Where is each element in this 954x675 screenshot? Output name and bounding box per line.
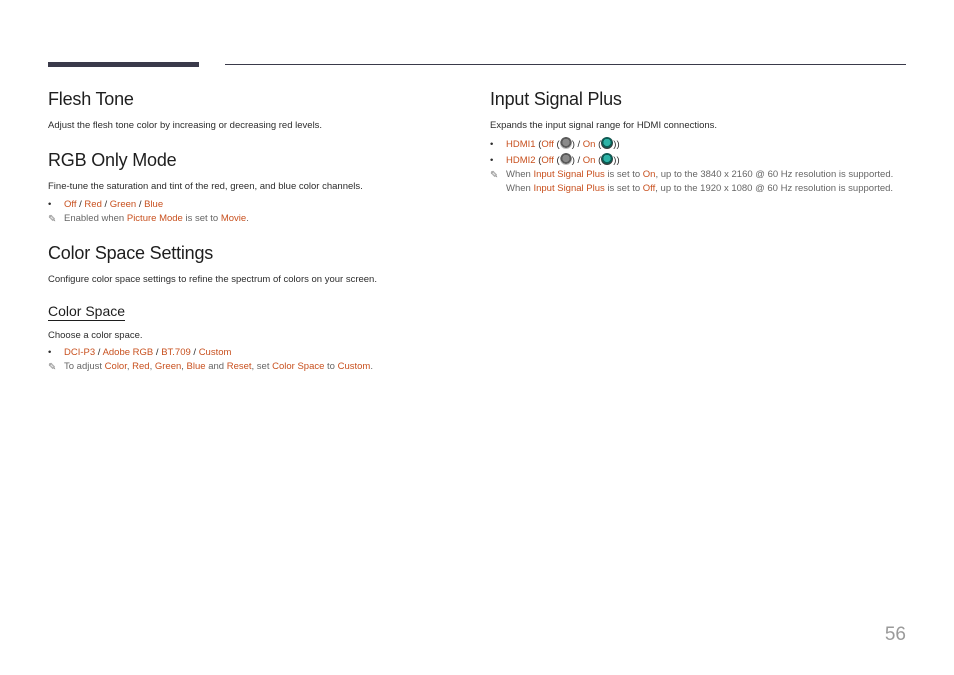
note-text: is set to bbox=[604, 169, 643, 180]
note-color-space bbox=[48, 360, 458, 374]
section-input-signal-plus bbox=[490, 88, 920, 196]
note-text: , up to the 3840 x 2160 @ 60 Hz resolution is supported. bbox=[655, 169, 894, 180]
note-text: , up to the 1920 x 1080 @ 60 Hz resolution is supported. bbox=[655, 183, 894, 194]
note-text: is set to bbox=[182, 213, 221, 224]
note-color: Color bbox=[104, 361, 127, 372]
option-dci-p3: DCI-P3 bbox=[64, 347, 96, 358]
hdmi2-item: • HDMI2 (Off ( ) / On ( )) bbox=[490, 153, 920, 168]
rgb-options-item bbox=[48, 197, 458, 212]
color-space-options-item bbox=[48, 345, 458, 360]
option-red: Red bbox=[84, 199, 102, 210]
right-column bbox=[490, 88, 920, 196]
note-blue: Blue bbox=[186, 361, 206, 372]
hdmi1-item: • HDMI1 (Off ( ) / On ( )) bbox=[490, 137, 920, 152]
hdmi-options-list bbox=[490, 137, 920, 168]
heading-flesh-tone: Flesh Tone bbox=[48, 89, 134, 109]
note-text: to bbox=[324, 361, 338, 372]
option-off: Off bbox=[64, 199, 77, 210]
note-picture-mode: Picture Mode bbox=[126, 213, 183, 224]
left-column bbox=[48, 88, 458, 374]
rgb-options-list bbox=[48, 197, 458, 212]
note-text: is set to bbox=[604, 183, 643, 194]
toggle-off-icon bbox=[560, 153, 572, 165]
separator: / bbox=[95, 347, 103, 358]
hdmi2-on: On bbox=[582, 155, 596, 166]
option-blue: Blue bbox=[144, 199, 164, 210]
note-input-signal-plus-term: Input Signal Plus bbox=[533, 169, 605, 180]
note-text: and bbox=[205, 361, 227, 372]
header-rule-thin bbox=[225, 64, 906, 65]
subsection-color-space bbox=[48, 303, 458, 374]
toggle-on-icon bbox=[601, 153, 613, 165]
desc-color-space: Choose a color space. bbox=[48, 330, 143, 341]
note-text: When bbox=[506, 169, 534, 180]
note-input-signal-plus bbox=[490, 168, 920, 196]
note-on: On bbox=[642, 169, 656, 180]
separator: / bbox=[190, 347, 199, 358]
heading-rgb-only-mode: RGB Only Mode bbox=[48, 150, 177, 170]
section-rgb-only-mode bbox=[48, 149, 458, 226]
color-space-options-list bbox=[48, 345, 458, 360]
desc-color-space-settings: Configure color space settings to refine the spectrum of colors on your screen. bbox=[48, 274, 377, 285]
hdmi1-on: On bbox=[582, 139, 596, 150]
hdmi2-label: HDMI2 bbox=[506, 155, 536, 166]
pencil-icon: ✎ bbox=[48, 214, 57, 225]
toggle-on-icon bbox=[601, 137, 613, 149]
heading-color-space: Color Space bbox=[48, 303, 126, 319]
note-text: . bbox=[370, 361, 373, 372]
hdmi1-label: HDMI1 bbox=[506, 139, 536, 150]
hdmi2-off: Off bbox=[541, 155, 554, 166]
note-text: . bbox=[246, 213, 249, 224]
option-adobe-rgb: Adobe RGB bbox=[102, 347, 154, 358]
pencil-icon: ✎ bbox=[48, 362, 57, 373]
note-text: , set bbox=[251, 361, 273, 372]
note-movie: Movie bbox=[220, 213, 247, 224]
heading-color-space-settings: Color Space Settings bbox=[48, 243, 214, 263]
hdmi1-off: Off bbox=[541, 139, 554, 150]
note-reset: Reset bbox=[226, 361, 252, 372]
note-custom: Custom bbox=[337, 361, 371, 372]
option-green: Green bbox=[109, 199, 137, 210]
note-rgb-only-mode bbox=[48, 212, 458, 226]
note-line-on bbox=[506, 168, 920, 182]
separator: / bbox=[76, 199, 85, 210]
note-text: , bbox=[181, 361, 187, 372]
note-text: Enabled when bbox=[64, 213, 127, 224]
note-color-space-link: Color Space bbox=[272, 361, 325, 372]
note-line-off bbox=[506, 182, 920, 196]
note-text: , bbox=[149, 361, 155, 372]
separator: / bbox=[136, 199, 145, 210]
note-off: Off bbox=[642, 183, 656, 194]
note-input-signal-plus-term: Input Signal Plus bbox=[533, 183, 605, 194]
note-red: Red bbox=[132, 361, 150, 372]
desc-input-signal-plus: Expands the input signal range for HDMI connections. bbox=[490, 120, 718, 131]
separator: / bbox=[101, 199, 110, 210]
page-number: 56 bbox=[884, 624, 906, 645]
note-text: When bbox=[506, 183, 534, 194]
heading-input-signal-plus: Input Signal Plus bbox=[490, 89, 622, 109]
section-flesh-tone bbox=[48, 88, 458, 133]
pencil-icon: ✎ bbox=[490, 170, 499, 181]
note-text: To adjust bbox=[64, 361, 105, 372]
note-text: , bbox=[126, 361, 133, 372]
option-custom: Custom bbox=[198, 347, 232, 358]
option-bt709: BT.709 bbox=[161, 347, 191, 358]
separator: / bbox=[153, 347, 162, 358]
note-green: Green bbox=[154, 361, 182, 372]
desc-rgb-only-mode: Fine-tune the saturation and tint of the red, green, and blue color channels. bbox=[48, 181, 363, 192]
header-rule-thick bbox=[48, 62, 199, 67]
desc-flesh-tone: Adjust the flesh tone color by increasing or decreasing red levels. bbox=[48, 120, 323, 131]
section-color-space-settings bbox=[48, 242, 458, 374]
toggle-off-icon bbox=[560, 137, 572, 149]
